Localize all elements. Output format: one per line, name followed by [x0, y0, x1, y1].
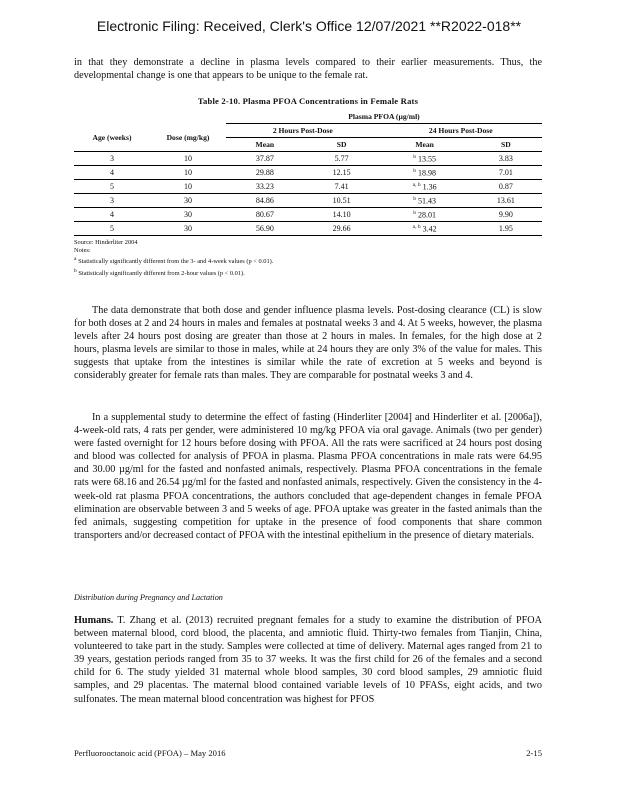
cell-sd-2h: 14.10: [332, 210, 351, 219]
table-notes: [74, 239, 542, 278]
page-footer: [74, 748, 542, 758]
flag: b: [413, 153, 416, 160]
paragraph-humans: Humans. T. Zhang et al. (2013) recruited pregnant females for a study to examine the distribution of PFOA between maternal blood, cord blood, the placenta, and amniotic fluid. Thirty-two females from Tianjin, China, volunteered to take part in the study. Samples were collected at time of delivery. Maternal ages ranged from 21 to 39 years, gestation periods ranged from 35 to 37 weeks. It was the first child for 26 of the females and a second child for 6. The study yielded 31 maternal whole blood samples, 30 cord blood samples, 29 amniotic fluid samples, and 29 placentas. The maternal blood contained variable levels of 10 PFASs, eight acids, and two sulfonates. The mean maternal blood concentration was highest for PFOS: [74, 615, 542, 705]
cell-sd-2h: 10.51: [332, 196, 351, 205]
cell-sd-24h: 0.87: [498, 182, 513, 191]
table-row: [74, 152, 542, 166]
cell-sd-2h: 5.77: [334, 154, 349, 163]
data-table-block: [74, 110, 542, 278]
cell-age: 5: [110, 182, 114, 191]
section-heading: Distribution during Pregnancy and Lactation: [74, 593, 223, 602]
cell-mean-2h: 37.87: [255, 154, 274, 163]
sub-sd-2h: SD: [304, 138, 380, 152]
cell-dose: 30: [184, 196, 192, 205]
table-row: [74, 166, 542, 180]
cell-dose: 10: [184, 182, 192, 191]
sub-mean-24h: Mean: [380, 138, 470, 152]
table-caption: Table 2-10. Plasma PFOA Concentrations in Female Rats: [197, 96, 419, 106]
note-b: b Statistically significantly different from 2-hour values (p < 0.01).: [74, 267, 245, 277]
flag: b: [413, 195, 416, 202]
table-row: [74, 208, 542, 222]
intro-paragraph: in that they demonstrate a decline in plasma levels compared to their earlier measurements. Thus, the developmental change is one that appears to be unique to the female rat.: [74, 57, 542, 82]
cell-sd-24h: 13.61: [496, 196, 515, 205]
cell-mean-24h: $^b$ 28.01: [413, 209, 436, 220]
cell-sd-24h: 9.90: [498, 210, 513, 219]
cell-age: 3: [110, 196, 114, 205]
group-2h-header: 2 Hours Post-Dose: [226, 124, 380, 138]
cell-dose: 30: [184, 224, 192, 233]
cell-age: 5: [110, 224, 114, 233]
paragraph-fasting-study: In a supplemental study to determine the effect of fasting (Hinderliter [2004] and Hinderliter et al. [2006a]), 4-week-old rats, 4 rats per gender, were administered 10 mg/kg PFOA via oral gavage. Animals (two per gender) were fasted overnight for 12 hours before dosing with PFOA. All the rats were sacrificed at 24 hours post dosing and blood was collected for analysis of PFOA in plasma. Plasma PFOA concentrations in male rats were 64.95 and 30.00 µg/ml for the fasted and nonfasted animals, respectively. Plasma PFOA concentrations in the female rats were 68.16 and 26.54 µg/ml for the fasted and nonfasted animals, respectively. Given the consistency in the 4-week-old rat plasma PFOA concentrations, the authors concluded that age-dependent changes in female PFOA elimination are observable between 3 and 5 weeks of age. PFOA uptake was greater in the fasted animals than the fed animals, suggesting competition for uptake in the presence of food components that share common transporters and/or decreased contact of PFOA with the intestinal epithelium in the presence of dietary materials.: [74, 412, 542, 541]
flag: a, b: [412, 181, 421, 188]
cell-sd-24h: 7.01: [498, 168, 513, 177]
cell-dose: 10: [184, 168, 192, 177]
cell-mean-2h: 33.23: [255, 182, 274, 191]
cell-mean-24h: $^b$ 51.43: [413, 195, 436, 206]
page-number: 2-15: [526, 748, 542, 758]
cell-sd-2h: 29.66: [332, 224, 351, 233]
cell-mean-24h: $^b$ 13.55: [413, 153, 436, 164]
sub-sd-24h: SD: [470, 138, 542, 152]
cell-mean-24h: $^{a, b}$ 1.36: [412, 181, 437, 192]
cell-mean-2h: 80.67: [255, 210, 274, 219]
cell-age: 4: [110, 168, 114, 177]
group-24h-header: 24 Hours Post-Dose: [380, 124, 542, 138]
flag: b: [413, 167, 416, 174]
cell-mean-2h: 84.86: [255, 196, 274, 205]
cell-sd-2h: 7.41: [334, 182, 349, 191]
flag: b: [413, 209, 416, 216]
cell-mean-2h: 29.88: [255, 168, 274, 177]
table-row: [74, 194, 542, 208]
col-dose-header: Dose (mg/kg): [166, 132, 210, 142]
cell-age: 3: [110, 154, 114, 163]
cell-sd-24h: 1.95: [498, 224, 513, 233]
table-row: [74, 180, 542, 194]
humans-label: Humans.: [74, 615, 114, 626]
cell-dose: 10: [184, 154, 192, 163]
note-a: a Statistically significantly different from the 3- and 4-week values (p < 0.01).: [74, 256, 274, 266]
cell-sd-24h: 3.83: [498, 154, 513, 163]
notes-label: Notes:: [74, 247, 91, 255]
cell-sd-2h: 12.15: [332, 168, 351, 177]
cell-mean-24h: $^{a, b}$ 3.42: [412, 223, 437, 234]
table-source: Source: Hinderliter 2004: [74, 239, 138, 246]
filing-banner: Electronic Filing: Received, Clerk's Office 12/07/2021 **R2022-018**: [96, 18, 522, 34]
col-age-header: Age (weeks): [92, 132, 132, 142]
flag: a, b: [412, 223, 421, 230]
cell-mean-2h: 56.90: [255, 224, 274, 233]
cell-dose: 30: [184, 210, 192, 219]
cell-mean-24h: $^b$ 18.98: [413, 167, 436, 178]
paragraph-dose-gender: The data demonstrate that both dose and gender influence plasma levels. Post-dosing clearance (CL) is slow for both doses at 2 and 24 hours in males and females at postnatal weeks 3 and 4. At 5 weeks, however, the plasma levels after 24 hours post dosing are greater than those at 2 hours in males. In females, for the high dose at 2 hours, plasma levels are similar to those in males, while at 24 hours they are only 3% of the value for males. This suggests that uptake from the intestines is similar while the rate of excretion at 5 weeks and beyond is considerably greater for female rats than males. They are comparable for postnatal weeks 3 and 4.: [74, 305, 542, 382]
cell-age: 4: [110, 210, 114, 219]
footer-title: Perfluorooctanoic acid (PFOA) – May 2016: [74, 748, 226, 758]
plasma-pfoa-table: [74, 110, 542, 236]
unit-header: Plasma PFOA (µg/ml): [226, 110, 542, 124]
table-row: [74, 222, 542, 236]
sub-mean-2h: Mean: [226, 138, 304, 152]
